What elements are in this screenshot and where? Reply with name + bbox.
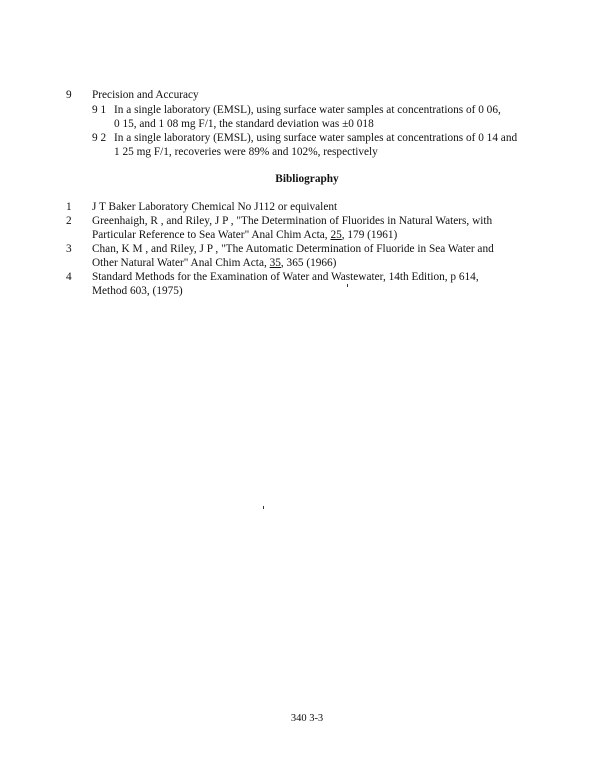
subsection-number: 9 1 (92, 104, 107, 116)
text-line (92, 256, 542, 270)
entry-number: 1 (66, 201, 72, 213)
text-line: In a single laboratory (EMSL), using surface water samples at concentrations of 0 14 and (114, 132, 518, 144)
entry-number: 4 (66, 271, 72, 283)
bibliography-title: Bibliography (275, 173, 339, 185)
text-line: 1 25 mg F/1, recoveries were 89% and 102%, respectively (114, 146, 378, 158)
text-line: Greenhaigh, R , and Riley, J P , "The Determination of Fluorides in Natural Waters, with (92, 215, 493, 227)
text-line: Standard Methods for the Examination of Water and Wastewater, 14th Edition, p 614, (92, 271, 479, 283)
text-line (92, 228, 542, 242)
volume-number: 35 (269, 257, 281, 269)
entry-number: 3 (66, 243, 72, 255)
section-number: 9 (66, 89, 72, 101)
text-fragment: , 365 (1966) (280, 257, 337, 269)
entry-number: 2 (66, 215, 72, 227)
scan-speck (263, 506, 264, 509)
text-line: Method 603, (1975) (92, 285, 183, 297)
scan-speck (347, 284, 348, 287)
entry-text (92, 214, 542, 242)
text-fragment: , 179 (1961) (341, 229, 398, 241)
entry-text (92, 242, 542, 270)
subsection-text (114, 103, 554, 131)
text-line: 0 15, and 1 08 mg F/1, the standard deviation was ±0 018 (114, 118, 374, 130)
text-fragment: Particular Reference to Sea Water" Anal Chim Acta, (92, 229, 331, 241)
entry-text (92, 200, 542, 214)
text-fragment: Other Natural Water" Anal Chim Acta, (92, 257, 270, 269)
text-line: In a single laboratory (EMSL), using surface water samples at concentrations of 0 06, (114, 104, 501, 116)
subsection-number: 9 2 (92, 132, 107, 144)
volume-number: 25 (330, 229, 342, 241)
text-line: Chan, K M , and Riley, J P , "The Automatic Determination of Fluoride in Sea Water and (92, 243, 494, 255)
text-line: J T Baker Laboratory Chemical No J112 or equivalent (92, 201, 338, 213)
section-title: Precision and Accuracy (92, 89, 199, 101)
subsection-text (114, 131, 554, 159)
entry-text (92, 270, 542, 298)
page-number: 340 3-3 (290, 713, 324, 724)
